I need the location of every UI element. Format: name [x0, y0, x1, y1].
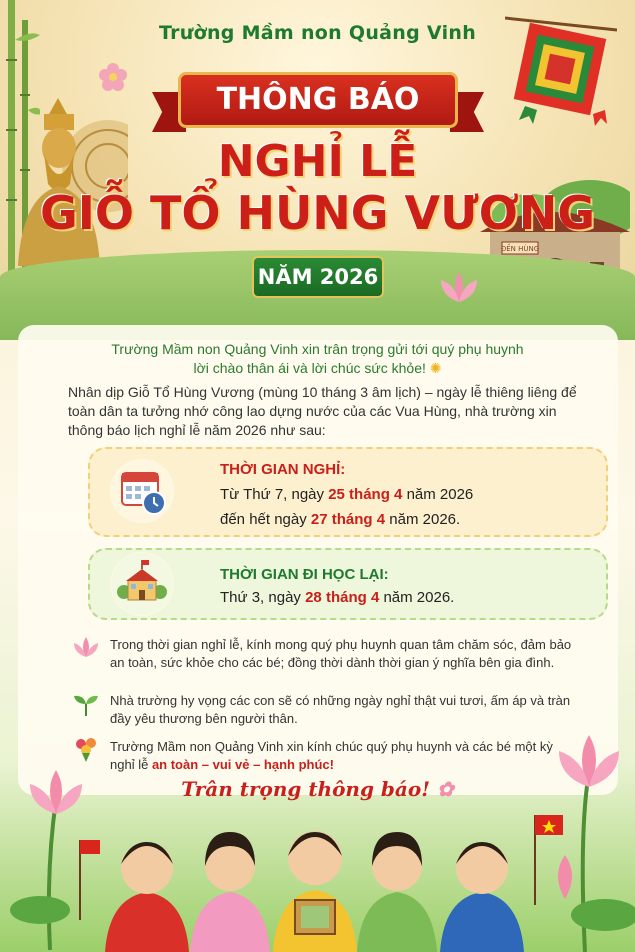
announcement-ribbon: THÔNG BÁO	[178, 72, 458, 128]
return-prefix: Thứ 3, ngày	[220, 589, 301, 606]
greeting-line-1: Trường Mầm non Quảng Vinh xin trân trọng gửi tới quý phụ huynh	[111, 341, 524, 357]
holiday-to-date: 27 tháng 4	[310, 511, 386, 528]
holiday-from-date: 25 tháng 4	[328, 486, 403, 503]
flower-bouquet-icon	[72, 735, 100, 763]
holiday-title: THỜI GIAN NGHỈ:	[220, 461, 346, 478]
blossom-icon	[98, 62, 128, 92]
greeting-line-2-row	[30, 359, 605, 378]
sun-icon: ✺	[429, 360, 442, 376]
temple-sign: ĐỀN HÙNG	[500, 245, 540, 253]
child-yellow-shirt	[273, 831, 357, 952]
child-green-shirt	[357, 832, 437, 952]
year-badge: NĂM 2026	[252, 256, 384, 298]
note-wish: Nhà trường hy vọng các con sẽ có những ngày nghỉ thật vui tươi, ấm áp và tràn đầy yêu thương bên người thân.	[110, 693, 571, 726]
blossom-small-icon: ✿	[436, 777, 454, 801]
title-line-1: NGHỈ LỄ	[217, 136, 418, 187]
return-date: 28 tháng 4	[305, 589, 380, 606]
return-date-line	[220, 589, 454, 606]
wish-highlight: an toàn – vui vẻ – hạnh phúc!	[151, 757, 334, 772]
lotus-plant-left	[10, 760, 100, 950]
school-building-icon	[110, 552, 174, 616]
holiday-to-prefix: đến hết ngày	[220, 511, 307, 528]
lotus-plant-right	[525, 725, 635, 952]
title-line-2: GIỖ TỔ HÙNG VƯƠNG	[39, 186, 596, 240]
holiday-from-suffix: năm 2026	[406, 486, 474, 503]
wish-prefix: Trường Mầm non Quảng Vinh xin kính chúc quý phụ huynh và các bé một kỳ nghỉ lễ	[110, 739, 553, 772]
greeting-line-2: lời chào thân ái và lời chúc sức khỏe!	[193, 360, 426, 376]
holiday-to	[220, 511, 460, 528]
child-pink-shirt	[190, 832, 270, 952]
child-blue-shirt	[440, 842, 524, 952]
wish-message	[110, 738, 580, 774]
lotus-icon	[438, 268, 480, 308]
return-title: THỜI GIAN ĐI HỌC LẠI:	[220, 566, 389, 583]
sprout-icon	[72, 690, 100, 718]
holiday-to-suffix: năm 2026.	[389, 511, 461, 528]
school-name: Trường Mầm non Quảng Vinh	[158, 22, 477, 44]
lotus-bullet-icon	[72, 634, 100, 662]
note-care: Trong thời gian nghỉ lễ, kính mong quý phụ huynh quan tâm chăm sóc, đảm bảo an toàn, sức khỏe cho các bé; đồng thời dành thời gian ý nghĩa bên gia đình.	[110, 637, 572, 670]
children-illustration	[95, 800, 535, 952]
holiday-from-prefix: Từ Thứ 7, ngày	[220, 486, 325, 503]
greeting	[30, 340, 605, 378]
calendar-clock-icon	[110, 459, 174, 523]
holiday-from	[220, 486, 473, 503]
child-red-shirt	[105, 842, 189, 952]
closing-text: Trân trọng thông báo!	[181, 777, 430, 801]
return-suffix: năm 2026.	[383, 589, 455, 606]
intro-paragraph: Nhân dịp Giỗ Tổ Hùng Vương (mùng 10 tháng 3 âm lịch) – ngày lễ thiêng liêng để toàn dân ta tưởng nhớ công lao dựng nước của các Vua Hùng, nhà trường xin thông báo lịch nghỉ lễ năm 2026 như sau:	[68, 384, 577, 438]
